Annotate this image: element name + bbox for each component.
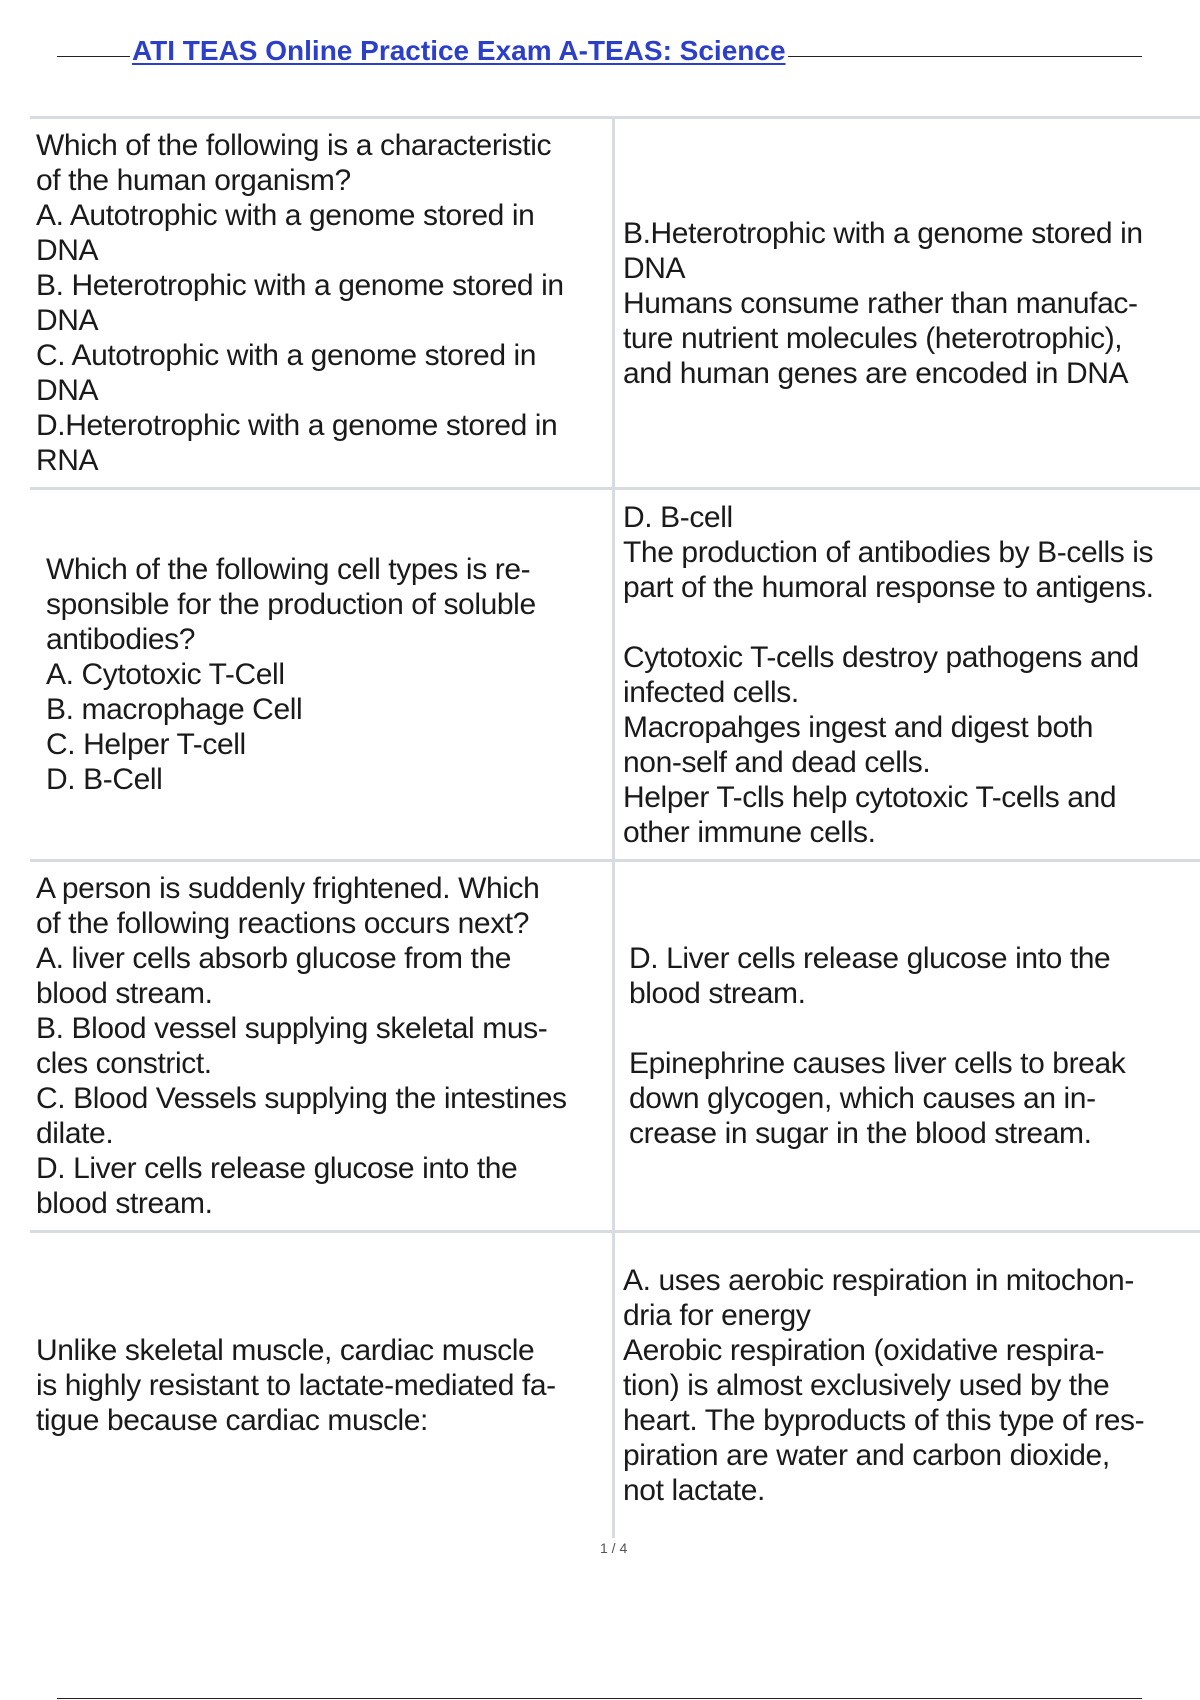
text-line: down glycogen, which causes an in- [629,1082,1096,1115]
qa-row [30,116,1200,487]
text-line: Unlike skeletal muscle, cardiac muscle [36,1334,535,1367]
text-line: D.Heterotrophic with a genome stored in [36,409,558,442]
footer-rule [57,1698,1142,1699]
answer-cell [612,490,1200,859]
text-line: dilate. [36,1117,114,1150]
blank-line [623,605,1154,640]
cell-text [36,871,567,1221]
text-line: The production of antibodies by B-cells is [623,535,1154,569]
cell-text [629,941,1125,1151]
text-line: B. Blood vessel supplying skeletal mus- [36,1012,548,1045]
text-line: of the human organism? [36,164,351,197]
text-line: A. Cytotoxic T-Cell [46,658,285,691]
answer-cell [612,119,1200,487]
text-line: crease in sugar in the blood stream. [629,1117,1092,1150]
text-line: A person is suddenly frightened. Which [36,872,540,905]
text-line: Aerobic respiration (oxidative respira- [623,1334,1105,1367]
text-line: DNA [623,251,686,285]
text-line: of the following reactions occurs next? [36,907,530,940]
answer-cell [612,862,1200,1230]
question-cell [30,490,612,859]
cell-text [46,552,536,797]
text-line: A. uses aerobic respiration in mitochon- [623,1264,1134,1297]
text-line: A. liver cells absorb glucose from the [36,942,512,975]
text-line: piration are water and carbon dioxide, [623,1439,1110,1472]
text-line: A. Autotrophic with a genome stored in [36,199,535,232]
question-cell [30,119,612,487]
text-line: is highly resistant to lactate-mediated fa- [36,1369,556,1402]
text-line: Which of the following is a characteristic [36,129,552,162]
qa-row [30,1230,1200,1538]
blank-line [629,1011,1125,1046]
qa-table [30,116,1200,1538]
text-line: Macropahges ingest and digest both [623,710,1094,744]
page-number: 1 / 4 [600,1540,628,1556]
text-line: other immune cells. [623,815,876,849]
question-cell [30,862,612,1230]
text-line: RNA [36,444,99,477]
text-line: infected cells. [623,675,799,709]
text-line: Humans consume rather than manufac- [623,286,1138,320]
text-line: heart. The byproducts of this type of res- [623,1404,1145,1437]
text-line: C. Helper T-cell [46,728,246,761]
text-line: D. Liver cells release glucose into the [629,942,1111,975]
text-line: part of the humoral response to antigens. [623,570,1154,604]
page-title: ATI TEAS Online Practice Exam A-TEAS: Science [132,35,786,66]
cell-text [623,1263,1144,1508]
text-line: DNA [36,304,99,337]
text-line: D. B-Cell [46,763,163,796]
text-line: B. macrophage Cell [46,693,303,726]
text-line: D. Liver cells release glucose into the [36,1152,518,1185]
question-cell [30,1233,612,1538]
text-line: B.Heterotrophic with a genome stored in [623,216,1143,250]
cell-text [36,128,564,478]
text-line: dria for energy [623,1299,811,1332]
text-line: C. Blood Vessels supplying the intestines [36,1082,567,1115]
qa-row [30,487,1200,859]
text-line: Cytotoxic T-cells destroy pathogens and [623,640,1139,674]
cell-text [623,216,1143,391]
text-line: Helper T-clls help cytotoxic T-cells and [623,780,1117,814]
text-line: D. B-cell [623,500,733,534]
text-line: Epinephrine causes liver cells to break [629,1047,1126,1080]
answer-cell [612,1233,1200,1538]
cell-text [36,1333,556,1438]
text-line: blood stream. [36,1187,213,1220]
text-line: DNA [36,234,99,267]
text-line: sponsible for the production of soluble [46,588,536,621]
text-line: blood stream. [629,977,806,1010]
text-line: cles constrict. [36,1047,212,1080]
text-line: C. Autotrophic with a genome stored in [36,339,537,372]
text-line: B. Heterotrophic with a genome stored in [36,269,564,302]
text-line: non-self and dead cells. [623,745,931,779]
text-line: antibodies? [46,623,196,656]
text-line: Which of the following cell types is re- [46,553,531,586]
text-line: tigue because cardiac muscle: [36,1404,428,1437]
text-line: tion) is almost exclusively used by the [623,1369,1110,1402]
text-line: blood stream. [36,977,213,1010]
text-line: ture nutrient molecules (heterotrophic), [623,321,1123,355]
text-line: DNA [36,374,99,407]
text-line: not lactate. [623,1474,765,1507]
qa-row [30,859,1200,1230]
cell-text [623,500,1154,850]
text-line: and human genes are encoded in DNA [623,356,1129,390]
